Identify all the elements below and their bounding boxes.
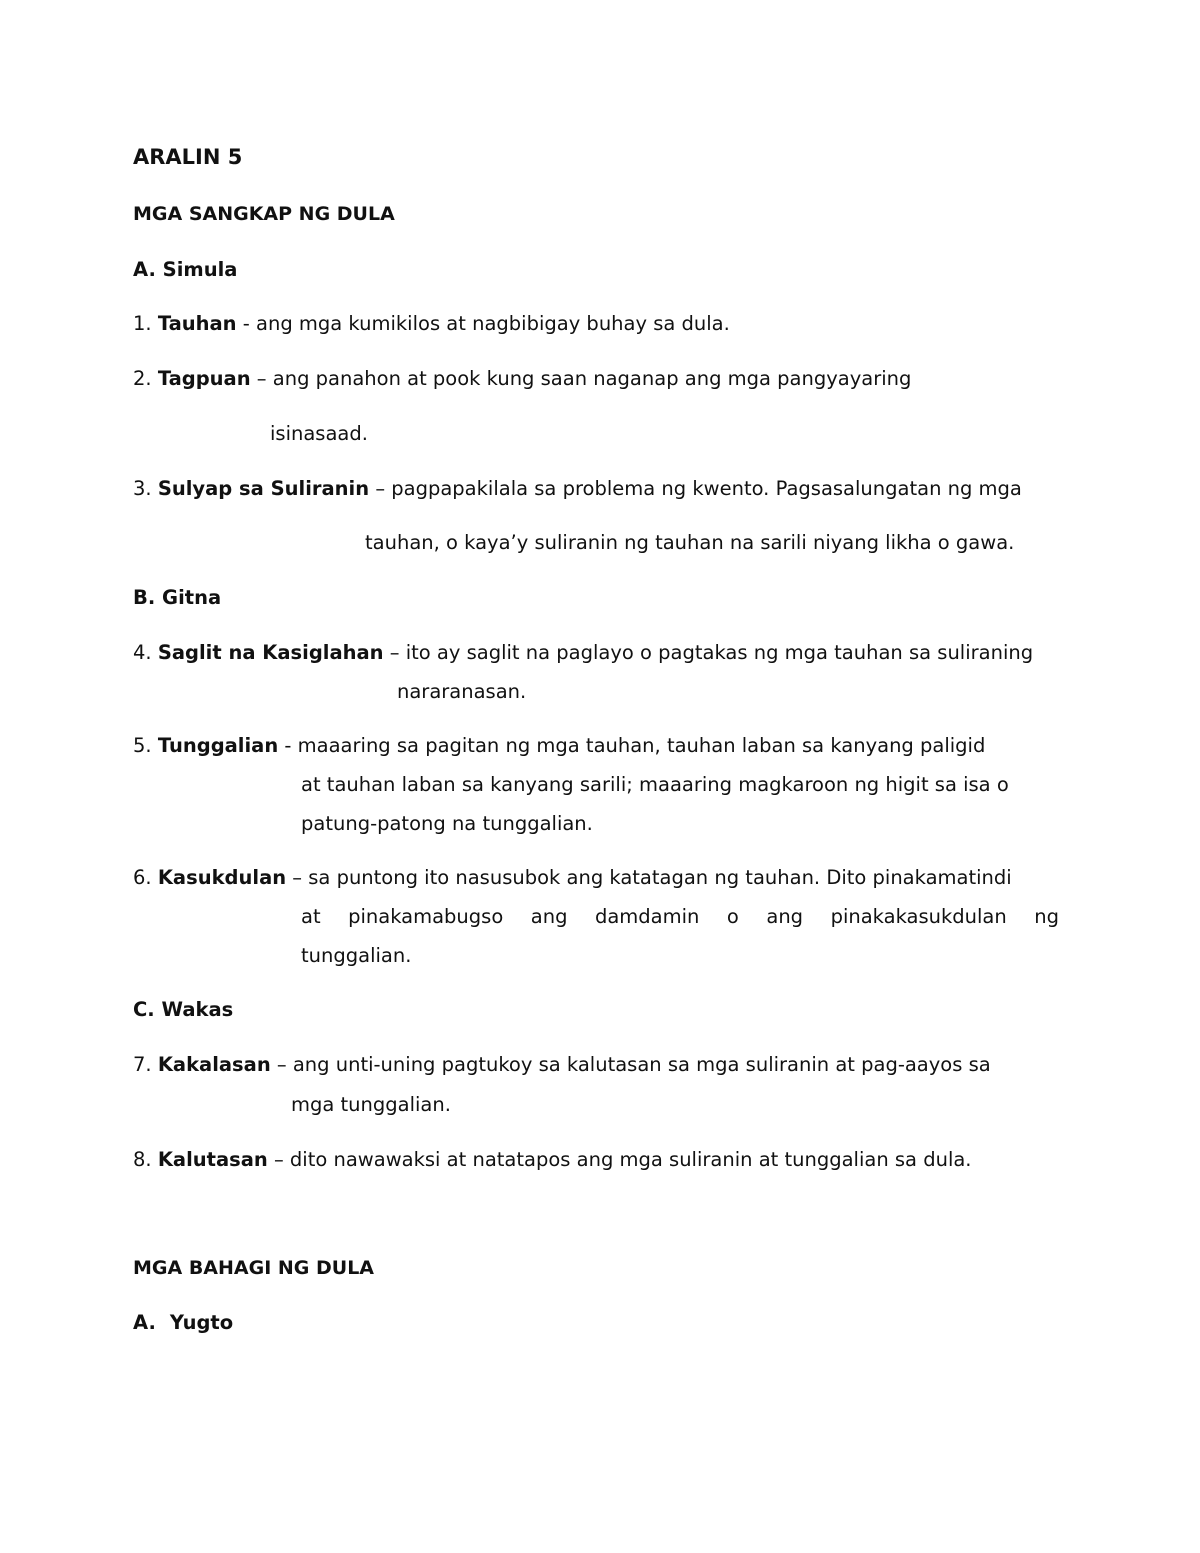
item-continuation: at tauhan laban sa kanyang sarili; maaaring magkaroon ng higit sa isa o <box>301 773 1009 796</box>
item-term: Tagpuan <box>157 367 251 390</box>
section-heading: MGA BAHAGI NG DULA <box>133 1257 375 1279</box>
item-number: 3. <box>133 477 158 500</box>
item-continuation: tunggalian. <box>301 944 412 967</box>
item-continuation: tauhan, o kaya’y suliranin ng tauhan na sarili niyang likha o gawa. <box>365 531 1015 554</box>
part-heading-wakas: C. Wakas <box>133 998 234 1021</box>
item-continuation: at pinakamabugso ang damdamin o ang pinakakasukdulan ng <box>301 905 1059 928</box>
list-item-kalutasan <box>133 1147 972 1173</box>
item-term: Kasukdulan <box>157 866 287 889</box>
part-heading-simula: A. Simula <box>133 258 238 281</box>
item-description: - ang mga kumikilos at nagbibigay buhay sa dula. <box>236 312 730 335</box>
item-description: – sa puntong ito nasusubok ang katatagan ng tauhan. Dito pinakamatindi <box>286 866 1012 889</box>
lesson-title: ARALIN 5 <box>133 145 243 169</box>
item-continuation: patung-patong na tunggalian. <box>301 812 593 835</box>
item-continuation: mga tunggalian. <box>291 1093 451 1116</box>
item-term: Tauhan <box>157 312 237 335</box>
item-number: 5. <box>133 734 158 757</box>
item-description: – dito nawawaksi at natatapos ang mga suliranin at tunggalian sa dula. <box>267 1148 972 1171</box>
list-item-sulyap <box>133 476 1022 502</box>
item-number: 1. <box>133 312 158 335</box>
part-label: A. <box>133 1311 156 1334</box>
item-term: Kakalasan <box>157 1053 271 1076</box>
list-item-saglit <box>133 640 1033 666</box>
list-item-tagpuan <box>133 366 911 392</box>
item-number: 2. <box>133 367 158 390</box>
part-text: Yugto <box>169 1311 234 1334</box>
item-number: 7. <box>133 1053 158 1076</box>
list-item-tunggalian <box>133 733 985 759</box>
item-number: 8. <box>133 1148 158 1171</box>
item-number: 4. <box>133 641 158 664</box>
item-number: 6. <box>133 866 158 889</box>
item-continuation: nararanasan. <box>397 680 527 703</box>
item-description: – pagpapakilala sa problema ng kwento. Pagsasalungatan ng mga <box>369 477 1022 500</box>
list-item-tauhan <box>133 311 730 337</box>
item-description: – ang unti-uning pagtukoy sa kalutasan sa mga suliranin at pag-aayos sa <box>270 1053 991 1076</box>
item-term: Sulyap sa Suliranin <box>157 477 370 500</box>
section-heading: MGA SANGKAP NG DULA <box>133 203 395 225</box>
item-description: – ang panahon at pook kung saan naganap ang mga pangyayaring <box>250 367 912 390</box>
item-description: - maaaring sa pagitan ng mga tauhan, tauhan laban sa kanyang paligid <box>278 734 986 757</box>
item-term: Kalutasan <box>157 1148 268 1171</box>
item-term: Tunggalian <box>157 734 279 757</box>
list-item-kasukdulan <box>133 865 1012 891</box>
part-heading-yugto <box>133 1310 233 1336</box>
item-continuation: isinasaad. <box>270 422 368 445</box>
item-term: Saglit na Kasiglahan <box>157 641 384 664</box>
item-description: – ito ay saglit na paglayo o pagtakas ng mga tauhan sa suliraning <box>383 641 1034 664</box>
list-item-kakalasan <box>133 1052 991 1078</box>
part-heading-gitna: B. Gitna <box>133 586 222 609</box>
